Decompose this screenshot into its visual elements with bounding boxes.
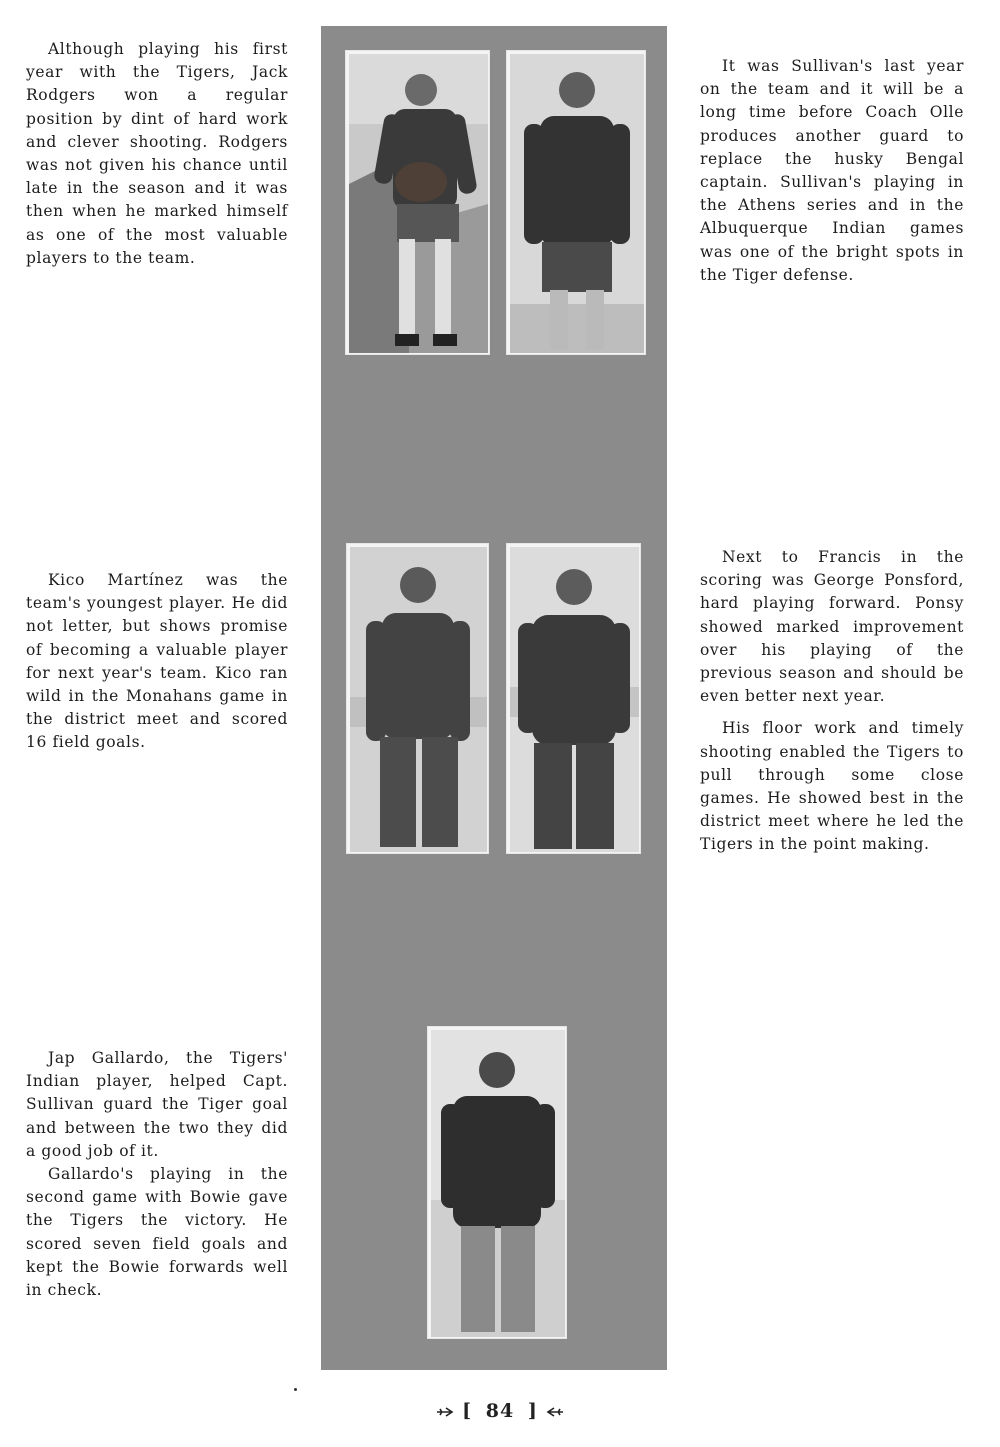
ponsford-text-2: His floor work and timely shooting enabled the Tigers to pull through some close games. He showed best in the district meet where he led the Tigers in the point making. — [700, 719, 964, 854]
right-bracket: ] — [527, 1400, 538, 1422]
ponsford-text-1: Next to Francis in the scoring was George Ponsford, hard playing forward. Ponsy showed marked improvement over his playing of the previous season and should be even better next year. — [700, 548, 964, 706]
page-number: 84 — [485, 1400, 515, 1422]
gallardo-paragraph — [26, 1047, 288, 1302]
gallardo-text-2: Gallardo's playing in the second game with Bowie gave the Tigers the victory. He scored seven field goals and kept the Bowie forwards well in check. — [26, 1165, 288, 1300]
photo-rodgers — [345, 50, 490, 355]
gallardo-text-1: Jap Gallardo, the Tigers' Indian player, helped Capt. Sullivan guard the Tiger goal and between the two they did a good job of it. — [26, 1049, 288, 1160]
martinez-text: Kico Martínez was the team's youngest player. He did not letter, but shows promise of becoming a valuable player for next year's team. Kico ran wild in the Monahans game in the district meet and scored 16 field goals. — [26, 571, 288, 752]
player-portrait-image — [510, 547, 639, 852]
right-ornament-icon — [538, 1405, 564, 1419]
player-portrait-image — [510, 54, 644, 353]
left-ornament-icon — [436, 1405, 462, 1419]
photo-ponsford — [506, 543, 641, 854]
photo-sullivan — [506, 50, 646, 355]
rodgers-paragraph — [26, 38, 288, 270]
player-portrait-image — [350, 547, 487, 852]
sullivan-text: It was Sullivan's last year on the team and it will be a long time before Coach Olle produces another guard to replace the husky Bengal captain. Sullivan's playing in the Athens series and in the Albuquerque Indian games was one of the bright spots in the Tiger defense. — [700, 57, 964, 284]
sullivan-paragraph — [700, 55, 964, 287]
player-with-ball-image — [349, 54, 488, 353]
photo-gallardo — [427, 1026, 567, 1339]
ponsford-paragraph — [700, 546, 964, 857]
left-bracket: [ — [462, 1400, 473, 1422]
page-footer — [0, 1400, 1000, 1422]
stray-mark — [294, 1388, 297, 1391]
photo-martinez — [346, 543, 489, 854]
player-portrait-image — [431, 1030, 565, 1337]
rodgers-text: Although playing his first year with the Tigers, Jack Rodgers won a regular position by dint of hard work and clever shooting. Rodgers was not given his chance until late in the season and it was then when he marked himself as one of the most valuable players to the team. — [26, 40, 288, 267]
martinez-paragraph — [26, 569, 288, 755]
